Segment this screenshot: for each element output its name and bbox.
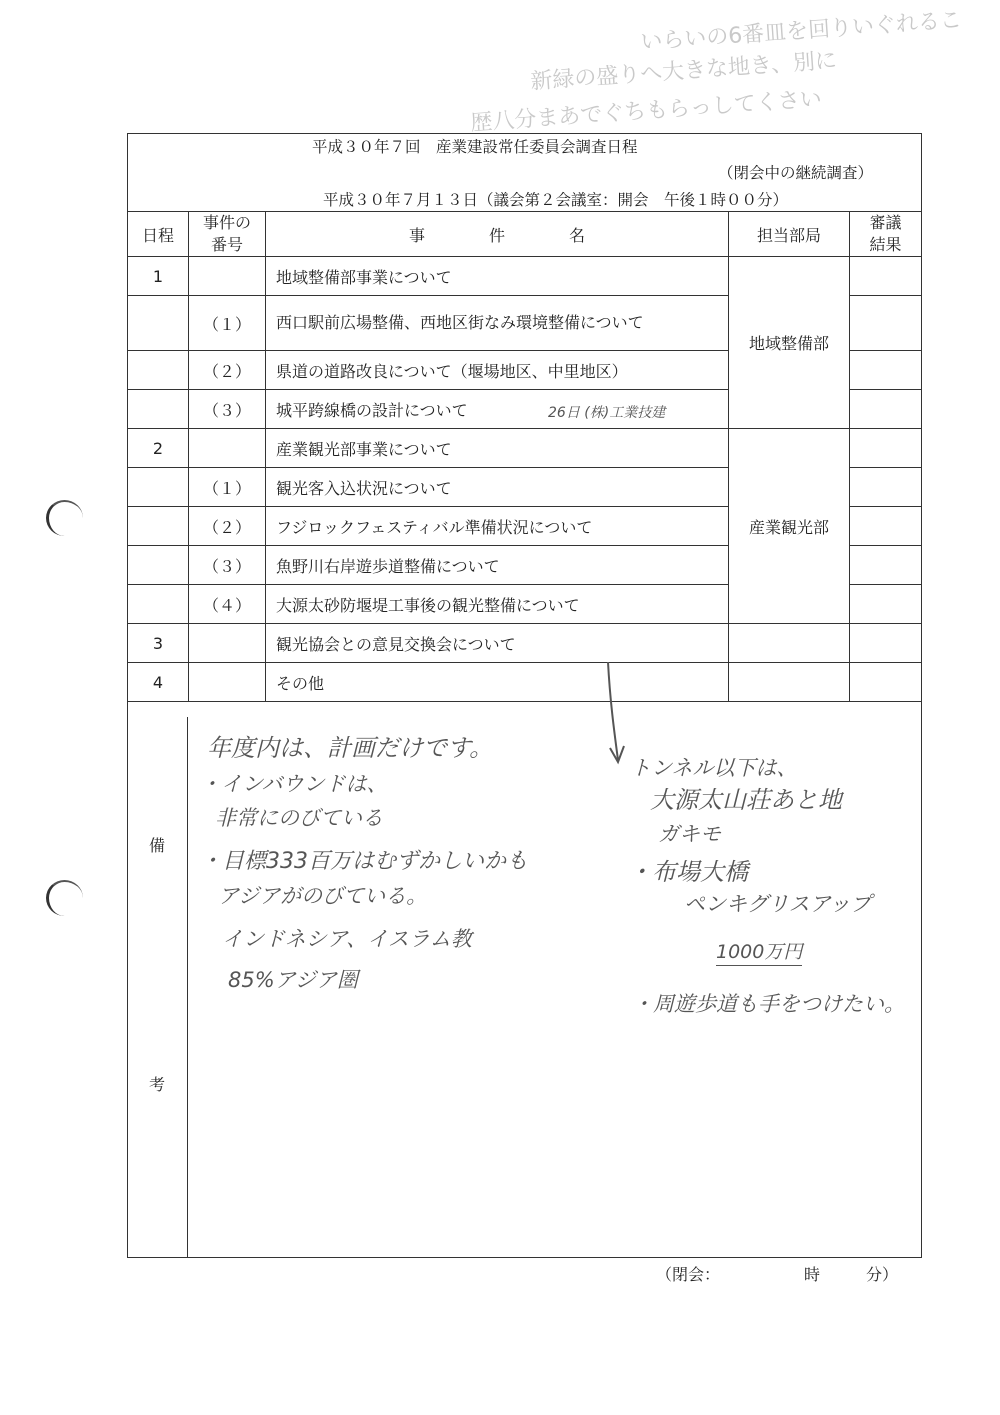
table-row — [128, 663, 922, 702]
case-name-cell: 西口駅前広場整備、西地区街なみ環境整備について — [266, 296, 729, 351]
case-name-cell — [266, 390, 729, 429]
bleed-through-line: 新緑の盛りへ大きな地き、別に — [529, 48, 838, 95]
schedule-cell: 1 — [128, 257, 189, 296]
form-title: 平成３０年７回 産業建設常任委員会調査日程 — [312, 138, 638, 156]
remarks-label-kou: 考 — [149, 1075, 166, 1094]
handwritten-note: 非常にのびている — [215, 806, 383, 830]
remarks-label-bi: 備 — [149, 836, 166, 855]
table-row — [128, 624, 922, 663]
schedule-cell — [128, 390, 189, 429]
punch-hole — [46, 500, 83, 536]
handwritten-note: ・周遊歩道も手をつけたい。 — [632, 992, 905, 1016]
table-row — [128, 429, 922, 468]
handwritten-note: インドネシア、イスラム教 — [222, 927, 472, 951]
result-cell — [850, 468, 922, 507]
result-cell — [850, 257, 922, 296]
handwritten-note: 年度内は、計画だけです。 — [207, 734, 494, 762]
remarks-divider — [187, 717, 188, 1257]
number-cell — [189, 257, 266, 296]
schedule-cell — [128, 468, 189, 507]
case-name-cell: 魚野川右岸遊歩道整備について — [266, 546, 729, 585]
result-cell — [850, 390, 922, 429]
result-cell — [850, 429, 922, 468]
result-cell — [850, 663, 922, 702]
handwritten-row-note: 26日 (株)工業技建 — [548, 405, 666, 421]
case-name-cell: 観光客入込状況について — [266, 468, 729, 507]
table-row — [128, 257, 922, 296]
schedule-table — [127, 211, 922, 702]
close-minute-label: 分） — [866, 1265, 899, 1284]
handwritten-note: ・インバウンドは、 — [200, 772, 388, 796]
result-cell — [850, 585, 922, 624]
department-cell: 産業観光部 — [729, 429, 850, 624]
number-cell: （１） — [189, 468, 266, 507]
col-schedule: 日程 — [128, 212, 189, 257]
department-cell — [729, 624, 850, 663]
col-case-number: 事件の 番号 — [189, 212, 266, 257]
case-name-cell: 県道の道路改良について（堰場地区、中里地区） — [266, 351, 729, 390]
number-cell — [189, 663, 266, 702]
schedule-cell: 4 — [128, 663, 189, 702]
schedule-cell — [128, 546, 189, 585]
handwritten-note: ・目標333百万はむずかしいかも — [200, 849, 528, 874]
bleed-through-line: 歴八分まあでぐちもらっしてくさい — [469, 86, 823, 137]
schedule-cell: 2 — [128, 429, 189, 468]
col-result: 審議 結果 — [850, 212, 922, 257]
handwritten-note: 大源太山荘あと地 — [650, 786, 842, 814]
form-subtitle: （閉会中の継続調査） — [718, 164, 874, 182]
number-cell: （４） — [189, 585, 266, 624]
department-cell — [729, 663, 850, 702]
punch-hole — [46, 880, 83, 916]
col-department: 担当部局 — [729, 212, 850, 257]
case-name-cell: 産業観光部事業について — [266, 429, 729, 468]
close-hour-label: 時 — [804, 1265, 821, 1284]
department-cell: 地域整備部 — [729, 257, 850, 429]
schedule-cell — [128, 585, 189, 624]
number-cell — [189, 624, 266, 663]
case-name-cell: 大源太砂防堰堤工事後の観光整備について — [266, 585, 729, 624]
result-cell — [850, 624, 922, 663]
case-name-cell: その他 — [266, 663, 729, 702]
schedule-cell: 3 — [128, 624, 189, 663]
close-time-label: （閉会： — [656, 1265, 721, 1284]
date-line: 平成３０年７月１３日（議会第２会議室：開会 午後１時００分） — [323, 191, 789, 209]
number-cell — [189, 429, 266, 468]
case-name-cell: 地域整備部事業について — [266, 257, 729, 296]
number-cell: （２） — [189, 507, 266, 546]
number-cell: （２） — [189, 351, 266, 390]
handwritten-note: ・布場大橋 — [628, 858, 748, 886]
handwritten-note: 85%アジア圏 — [228, 968, 358, 992]
handwritten-note: ガキモ — [658, 822, 721, 846]
case-name-cell: 観光協会との意見交換会について — [266, 624, 729, 663]
schedule-cell — [128, 507, 189, 546]
result-cell — [850, 546, 922, 585]
number-cell: （１） — [189, 296, 266, 351]
number-cell: （３） — [189, 546, 266, 585]
case-name-cell: フジロックフェスティバル準備状況について — [266, 507, 729, 546]
case-name-text: 城平跨線橋の設計について — [276, 400, 468, 420]
table-header-row — [128, 212, 922, 257]
number-cell: （３） — [189, 390, 266, 429]
handwritten-note: アジアがのびている。 — [218, 884, 428, 908]
schedule-cell — [128, 351, 189, 390]
handwritten-note: 1000万円 — [716, 937, 802, 966]
result-cell — [850, 507, 922, 546]
handwritten-note: ペンキグリスアップ — [684, 892, 872, 916]
col-case-name: 事 件 名 — [266, 212, 729, 257]
handwritten-note: トンネル以下は、 — [630, 756, 798, 780]
result-cell — [850, 296, 922, 351]
result-cell — [850, 351, 922, 390]
schedule-cell — [128, 296, 189, 351]
bleed-through-line: いらいの6番皿を回りいぐれるこ — [639, 7, 963, 56]
